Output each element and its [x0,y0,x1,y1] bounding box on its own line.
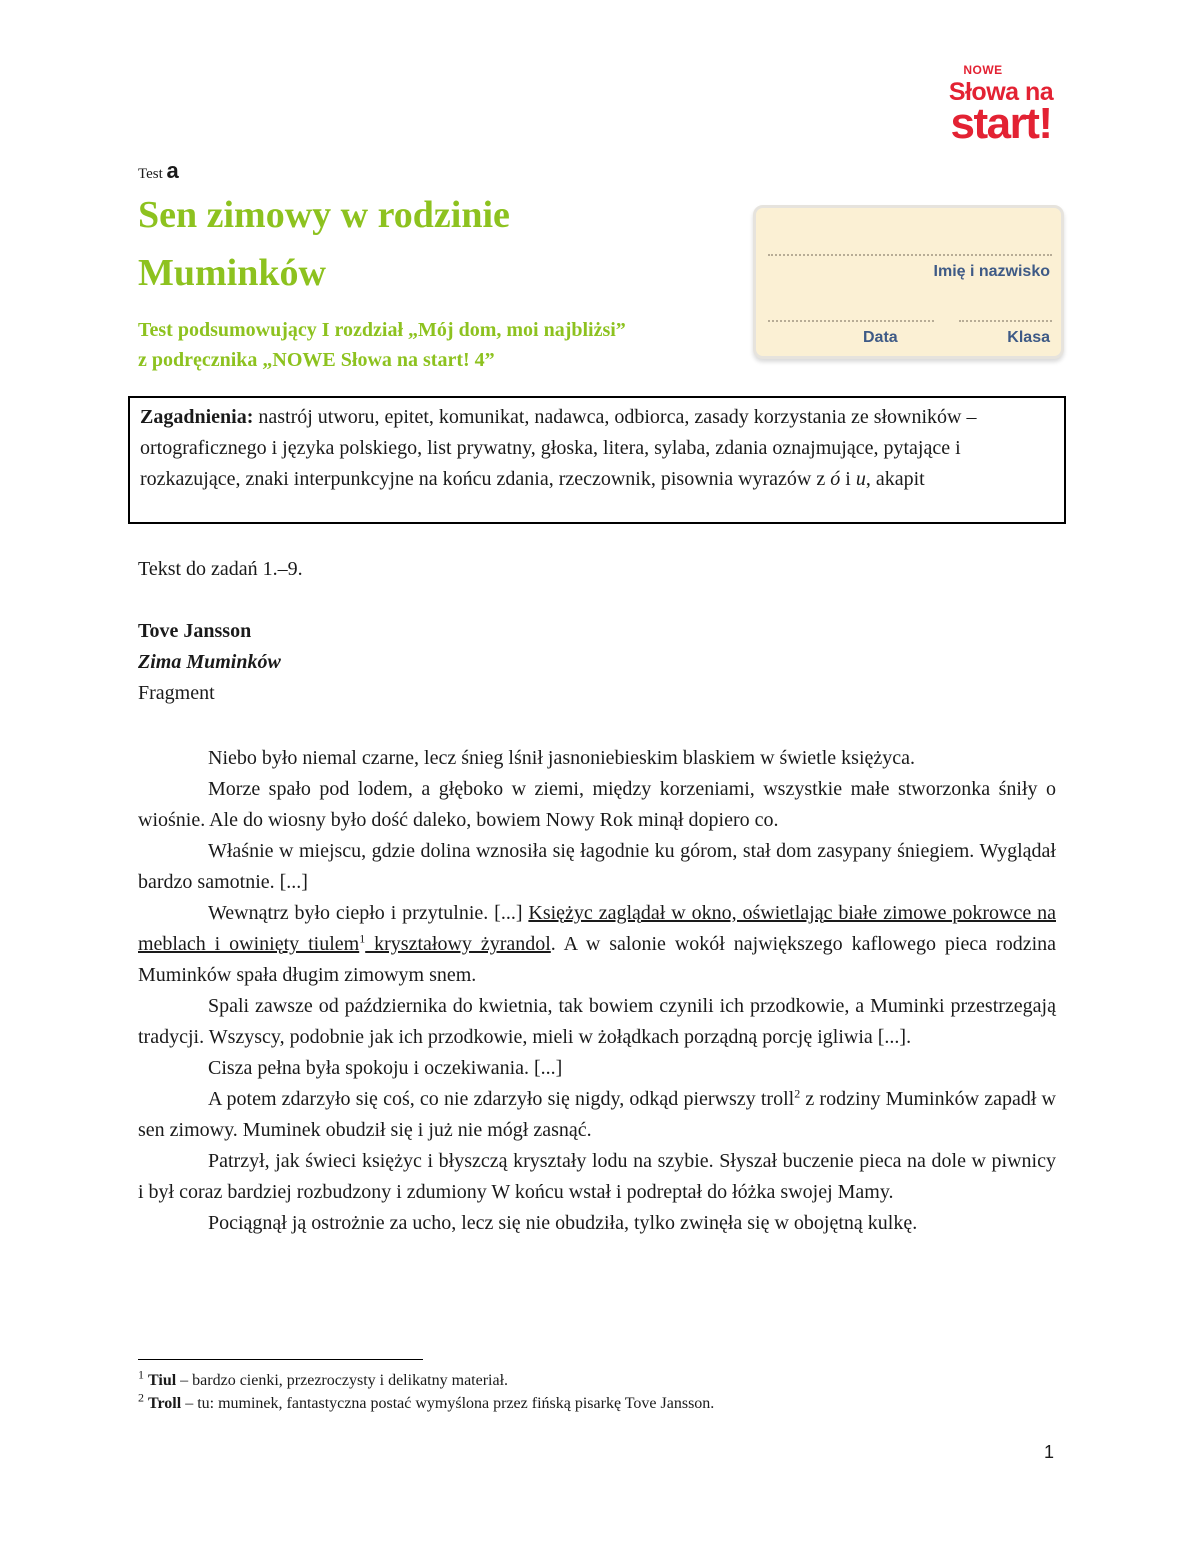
footnote-2 [138,1392,714,1415]
topics-box [128,396,1066,524]
paragraph-4-underlined-a: Księżyc zaglądał w okno, oświetlając białe zimowe pokrowce na meblach i owinięty tiulem [138,902,1056,955]
footnote-separator [138,1359,423,1360]
test-letter: a [166,158,179,183]
subtitle-line-1: Test podsumowujący I rozdział „Mój dom, moi najbliżsi” [138,319,626,341]
page-subtitle [138,315,758,375]
paragraph-9: Pociągnął ją ostrożnie za ucho, lecz się nie obudziła, tylko zwinęła się w obojętną kulkę. [208,1212,918,1234]
paragraph-7-start: A potem zdarzyło się coś, co nie zdarzyło się nigdy, odkąd pierwszy troll [208,1088,795,1110]
topics-text-end: , akapit [865,468,925,490]
paragraph-4-start: Wewnątrz było ciepło i przytulnie. [...] [208,902,529,924]
topics-text: nastrój utworu, epitet, komunikat, nadawca, odbiorca, zasady korzystania ze słowników – ortograficznego i języka polskiego, list prywatny, głoska, litera, sylaba, zdania oznajmujące, pytające i rozkazujące, znaki interpunkcyjne na końcu zdania, rzeczownik, pisownia wyrazów z [140,406,977,490]
paragraph-1: Niebo było niemal czarne, lecz śnieg lśnił jasnoniebieskim blaskiem w świetle księżyca. [208,747,916,769]
logo-line-slowa: Słowa na [948,78,1054,106]
logo-line-start: start! [950,99,1052,148]
footnote-2-term: Troll [148,1395,182,1412]
paragraph-4 [138,898,1056,991]
reading-passage [138,743,1056,1239]
date-label: Data [863,329,898,346]
paragraph-6: Cisza pełna była spokoju i oczekiwania. [...] [208,1057,563,1079]
footnote-1-text: – bardzo cienki, przezroczysty i delikatny materiał. [176,1372,509,1389]
footnote-2-text: – tu: muminek, fantastyczna postać wymyślona przez fińską pisarkę Tove Jansson. [181,1395,715,1412]
date-dotted-line [768,320,934,322]
title-line-2: Muminków [138,252,326,294]
paragraph-2: Morze spało pod lodem, a głęboko w ziemi, między korzeniami, wszystkie małe stworzonka śniły o wiośnie. Ale do wiosny było dość daleko, bowiem Nowy Rok minął dopiero co. [138,778,1056,831]
page-title [138,186,698,302]
footnote-1-term: Tiul [148,1372,177,1389]
class-label: Klasa [1007,329,1050,346]
logo-line-nowe: NOWE [963,63,1003,77]
test-label [138,158,179,184]
source-work-title: Zima Muminków [138,651,281,673]
source-author: Tove Jansson [138,620,252,642]
test-word: Test [138,166,163,182]
source-fragment-note: Fragment [138,682,215,704]
topics-letter-o: ó [830,468,841,490]
footnote-1 [138,1369,714,1392]
paragraph-4-underlined-b: kryształowy żyrandol [365,933,551,955]
footnote-1-number: 1 [138,1367,144,1382]
title-line-1: Sen zimowy w rodzinie [138,194,510,236]
paragraph-7 [138,1084,1056,1146]
topics-and: i [840,468,856,490]
subtitle-line-2: z podręcznika „NOWE Słowa na start! 4” [138,349,495,371]
topics-heading: Zagadnienia: [140,406,254,428]
paragraph-5: Spali zawsze od października do kwietnia, tak bowiem czynili ich przodkowie, a Muminki przestrzegają tradycji. Wszyscy, podobnie jak ich przodkowie, mieli w żołądkach porządną porcję igliwia [...]. [138,995,1056,1048]
publisher-logo [936,64,1066,146]
footnote-ref-2: 2 [794,1086,801,1101]
page-number: 1 [1044,1442,1055,1462]
topics-letter-u: u [855,468,866,490]
paragraph-4-end: . A w salonie wokół największego kaflowego pieca rodzina Muminków spała długim zimowym snem. [138,933,1056,986]
paragraph-8: Patrzył, jak świeci księżyc i błyszczą kryształy lodu na szybie. Słyszał buczenie pieca na dole w piwnicy i był coraz bardziej rozbudzony i zdumiony W końcu wstał i podreptał do łóżka swojej Mamy. [138,1150,1056,1203]
footnotes [138,1369,714,1415]
text-intro: Tekst do zadań 1.–9. [138,558,303,580]
footnote-2-number: 2 [138,1390,144,1405]
class-dotted-line [959,320,1052,322]
name-dotted-line [768,254,1052,256]
name-label: Imię i nazwisko [933,263,1050,280]
paragraph-3: Właśnie w miejscu, gdzie dolina wznosiła się łagodnie ku górom, stał dom zasypany śniegiem. Wyglądał bardzo samotnie. [...] [138,840,1056,893]
footnote-ref-1: 1 [359,931,366,946]
paragraph-7-end: z rodziny Muminków zapadł w sen zimowy. Muminek obudził się i już nie mógł zasnąć. [138,1088,1056,1141]
student-info-box [753,205,1064,359]
